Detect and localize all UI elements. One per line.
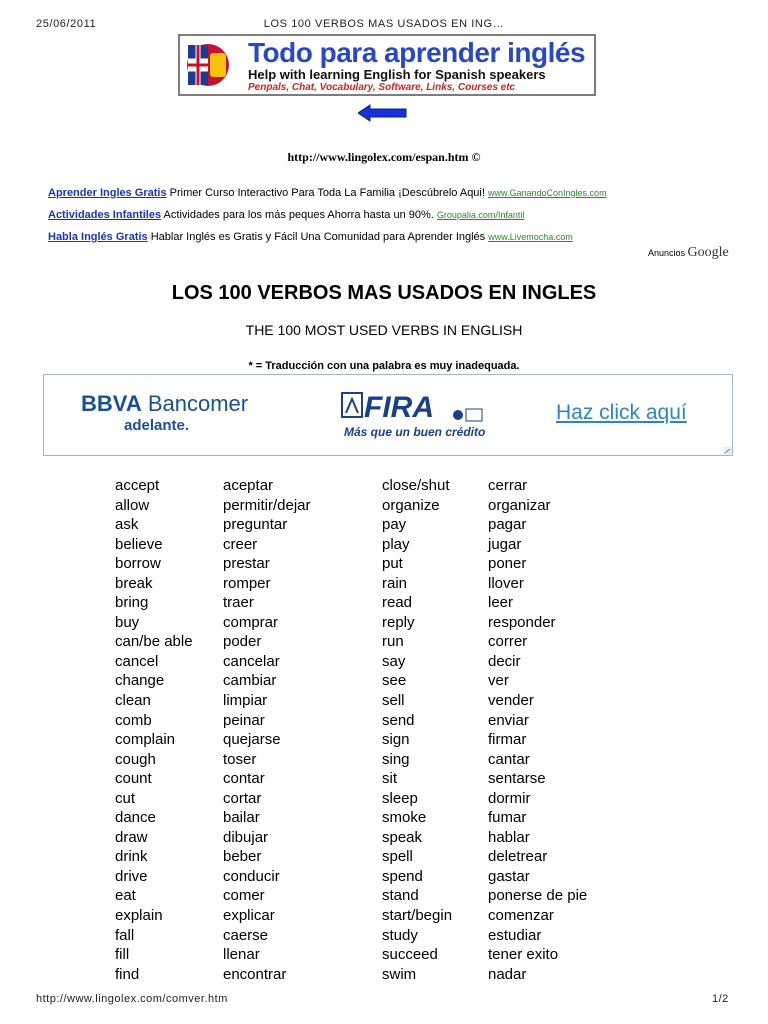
verb-entry: borrow bbox=[115, 555, 161, 573]
verb-entry: change bbox=[115, 672, 165, 690]
verb-entry: study bbox=[382, 926, 418, 944]
verb-entry: swim bbox=[382, 965, 417, 983]
page-number: 1/2 bbox=[712, 993, 729, 1005]
verb-entry: limpiar bbox=[223, 692, 268, 710]
verb-entry: ask bbox=[115, 516, 139, 534]
verb-entry: poder bbox=[223, 633, 262, 651]
ad-link[interactable]: Actividades Infantiles bbox=[48, 209, 162, 221]
verb-entry: count bbox=[115, 770, 152, 788]
back-arrow-icon[interactable] bbox=[358, 104, 408, 122]
uk-spain-flag-logo-icon bbox=[186, 41, 230, 89]
verb-entry: clean bbox=[115, 692, 151, 710]
verb-entry: speak bbox=[382, 828, 423, 846]
verb-entry: creer bbox=[223, 535, 258, 553]
verb-entry: comer bbox=[223, 887, 265, 905]
ads-by-google[interactable] bbox=[648, 245, 729, 261]
verb-entry: hablar bbox=[488, 828, 530, 846]
ad-url[interactable]: Groupalia.com/Infantil bbox=[436, 210, 525, 220]
verb-entry: peinar bbox=[223, 711, 265, 729]
verb-entry: cambiar bbox=[223, 672, 277, 690]
verb-entry: prestar bbox=[223, 555, 270, 573]
verb-entry: drink bbox=[115, 848, 148, 866]
verb-entry: cortar bbox=[223, 789, 262, 807]
verb-entry: cancel bbox=[115, 652, 159, 670]
verb-entry: send bbox=[382, 711, 415, 729]
verb-entry: smoke bbox=[382, 809, 427, 827]
verb-entry: nadar bbox=[488, 965, 527, 983]
verb-entry: sell bbox=[382, 692, 405, 710]
verb-entry: comprar bbox=[223, 613, 279, 631]
verb-entry: rain bbox=[382, 574, 408, 592]
verb-entry: leer bbox=[488, 594, 514, 612]
verbs-left-english bbox=[115, 476, 193, 984]
verb-entry: estudiar bbox=[488, 926, 542, 944]
verb-entry: run bbox=[382, 633, 404, 651]
verb-entry: conducir bbox=[223, 867, 280, 885]
verb-entry: start/begin bbox=[382, 907, 453, 925]
text-ad-1 bbox=[48, 187, 607, 199]
verb-entry: responder bbox=[488, 613, 556, 631]
verb-entry: vender bbox=[488, 692, 534, 710]
verb-entry: organize bbox=[382, 496, 440, 514]
google-logo: Google bbox=[687, 245, 729, 260]
verb-entry: comb bbox=[115, 711, 152, 729]
anuncios-label: Anuncios bbox=[648, 248, 686, 258]
verb-entry: encontrar bbox=[223, 965, 287, 983]
verb-entry: accept bbox=[115, 477, 160, 494]
verb-entry: decir bbox=[488, 652, 521, 670]
verbs-right-spanish bbox=[488, 476, 587, 984]
verb-entry: dance bbox=[115, 809, 156, 827]
ad-text: Primer Curso Interactivo Para Toda La Familia ¡Descúbrelo Aqui! bbox=[169, 187, 485, 199]
verb-entry: allow bbox=[115, 496, 150, 514]
verbs-left-spanish bbox=[223, 476, 311, 984]
verb-entry: sing bbox=[382, 750, 410, 768]
verb-entry: cancelar bbox=[223, 652, 280, 670]
verb-entry: deletrear bbox=[488, 848, 548, 866]
bbva-bold: BBVA bbox=[81, 391, 142, 416]
verb-entry: permitir/dejar bbox=[223, 496, 311, 514]
verb-entry: stand bbox=[382, 887, 419, 905]
bbva-rest: Bancomer bbox=[141, 391, 249, 416]
verb-entry: believe bbox=[115, 535, 163, 553]
text-ad-3 bbox=[48, 231, 573, 243]
verb-entry: spell bbox=[382, 848, 413, 866]
banner-subtitle: Help with learning English for Spanish speakers bbox=[248, 67, 546, 82]
verb-entry: correr bbox=[488, 633, 528, 651]
haz-click-link[interactable]: Haz click aquí bbox=[556, 401, 687, 424]
verb-entry: tener exito bbox=[488, 946, 559, 964]
ad-link[interactable]: Aprender Ingles Gratis bbox=[48, 187, 167, 199]
verb-entry: sit bbox=[382, 770, 397, 788]
verb-entry: llenar bbox=[223, 946, 260, 964]
bbva-banner-ad[interactable] bbox=[43, 374, 733, 456]
text-ad-2 bbox=[48, 209, 524, 221]
verb-entry: close/shut bbox=[382, 477, 450, 494]
verb-entry: buy bbox=[115, 613, 140, 631]
verb-entry: pay bbox=[382, 516, 407, 534]
verb-entry: quejarse bbox=[223, 731, 281, 749]
verb-entry: cut bbox=[115, 789, 136, 807]
header-title: LOS 100 VERBOS MAS USADOS EN ING… bbox=[263, 18, 505, 30]
verb-entry: romper bbox=[223, 574, 271, 592]
verb-entry: poner bbox=[488, 555, 527, 573]
verb-entry: explicar bbox=[223, 907, 275, 925]
verb-entry: drive bbox=[115, 867, 148, 885]
footer-url[interactable]: http://www.lingolex.com/comver.htm bbox=[36, 993, 228, 1005]
verb-entry: spend bbox=[382, 867, 423, 885]
verb-entry: see bbox=[382, 672, 407, 690]
source-url[interactable]: http://www.lingolex.com/espan.htm © bbox=[287, 150, 481, 164]
verb-entry: toser bbox=[223, 750, 257, 768]
ad-url[interactable]: www.Livemocha.com bbox=[488, 232, 573, 242]
verb-entry: cerrar bbox=[488, 477, 528, 494]
ad-link[interactable]: Habla Inglés Gratis bbox=[48, 231, 148, 243]
verb-entry: contar bbox=[223, 770, 265, 788]
verb-entry: caerse bbox=[223, 926, 269, 944]
verb-entry: sentarse bbox=[488, 770, 546, 788]
verb-entry: dibujar bbox=[223, 828, 269, 846]
verb-entry: sleep bbox=[382, 789, 418, 807]
verb-entry: can/be able bbox=[115, 633, 193, 651]
page-subtitle: THE 100 MOST USED VERBS IN ENGLISH bbox=[245, 322, 523, 338]
page-title: LOS 100 VERBOS MAS USADOS EN INGLES bbox=[171, 282, 597, 304]
verb-entry: fall bbox=[115, 926, 135, 944]
verb-entry: draw bbox=[115, 828, 148, 846]
verb-entry: read bbox=[382, 594, 413, 612]
ad-corner-icon[interactable] bbox=[723, 447, 732, 455]
verb-entry: bailar bbox=[223, 809, 260, 827]
verb-entry: fill bbox=[115, 946, 130, 964]
verb-entry: break bbox=[115, 574, 153, 592]
verb-entry: find bbox=[115, 965, 140, 983]
verb-entry: eat bbox=[115, 887, 136, 905]
verb-entry: put bbox=[382, 555, 403, 573]
ad-text: Hablar Inglés es Gratis y Fácil Una Comunidad para Aprender Inglés bbox=[150, 231, 486, 243]
banner-title: Todo para aprender inglés bbox=[248, 37, 586, 68]
ad-url[interactable]: www.GanandoConIngles.com bbox=[488, 188, 607, 198]
verb-entry: ver bbox=[488, 672, 509, 690]
verb-entry: comenzar bbox=[488, 907, 554, 925]
verb-entry: ponerse de pie bbox=[488, 887, 588, 905]
ad-text: Actividades para los más peques Ahorra hasta un 90%. bbox=[163, 209, 434, 221]
verb-entry: gastar bbox=[488, 867, 530, 885]
fira-logo-icon bbox=[340, 387, 484, 427]
verb-entry: cough bbox=[115, 750, 156, 768]
verb-entry: say bbox=[382, 652, 406, 670]
bbva-adelante: adelante. bbox=[124, 417, 190, 434]
verb-entry: pagar bbox=[488, 516, 527, 534]
verb-entry: complain bbox=[115, 731, 176, 749]
verb-entry: beber bbox=[223, 848, 262, 866]
verb-entry: fumar bbox=[488, 809, 527, 827]
banner-links: Penpals, Chat, Vocabulary, Software, Links, Courses etc bbox=[248, 82, 516, 93]
verb-entry: sign bbox=[382, 731, 410, 749]
verb-entry: dormir bbox=[488, 789, 531, 807]
verb-entry: reply bbox=[382, 613, 415, 631]
verb-entry: preguntar bbox=[223, 516, 288, 534]
verb-entry: bring bbox=[115, 594, 149, 612]
verb-entry: cantar bbox=[488, 750, 530, 768]
verbs-right-english bbox=[382, 476, 452, 984]
verb-entry: traer bbox=[223, 594, 254, 612]
translation-note: * = Traducción con una palabra es muy inadequada. bbox=[248, 360, 520, 372]
verb-entry: jugar bbox=[488, 535, 522, 553]
header-date: 25/06/2011 bbox=[36, 18, 97, 30]
verb-entry: llover bbox=[488, 574, 524, 592]
bbva-bancomer-logo bbox=[81, 391, 248, 417]
site-banner[interactable] bbox=[178, 34, 596, 96]
verb-entry: organizar bbox=[488, 496, 551, 514]
verb-entry: play bbox=[382, 535, 410, 553]
verb-entry: enviar bbox=[488, 711, 529, 729]
verb-entry: firmar bbox=[488, 731, 527, 749]
verb-entry: succeed bbox=[382, 946, 438, 964]
verb-entry: aceptar bbox=[223, 477, 274, 494]
fira-text: FIRA bbox=[364, 391, 434, 424]
fira-tagline: Más que un buen crédito bbox=[344, 425, 486, 439]
verb-entry: explain bbox=[115, 907, 163, 925]
